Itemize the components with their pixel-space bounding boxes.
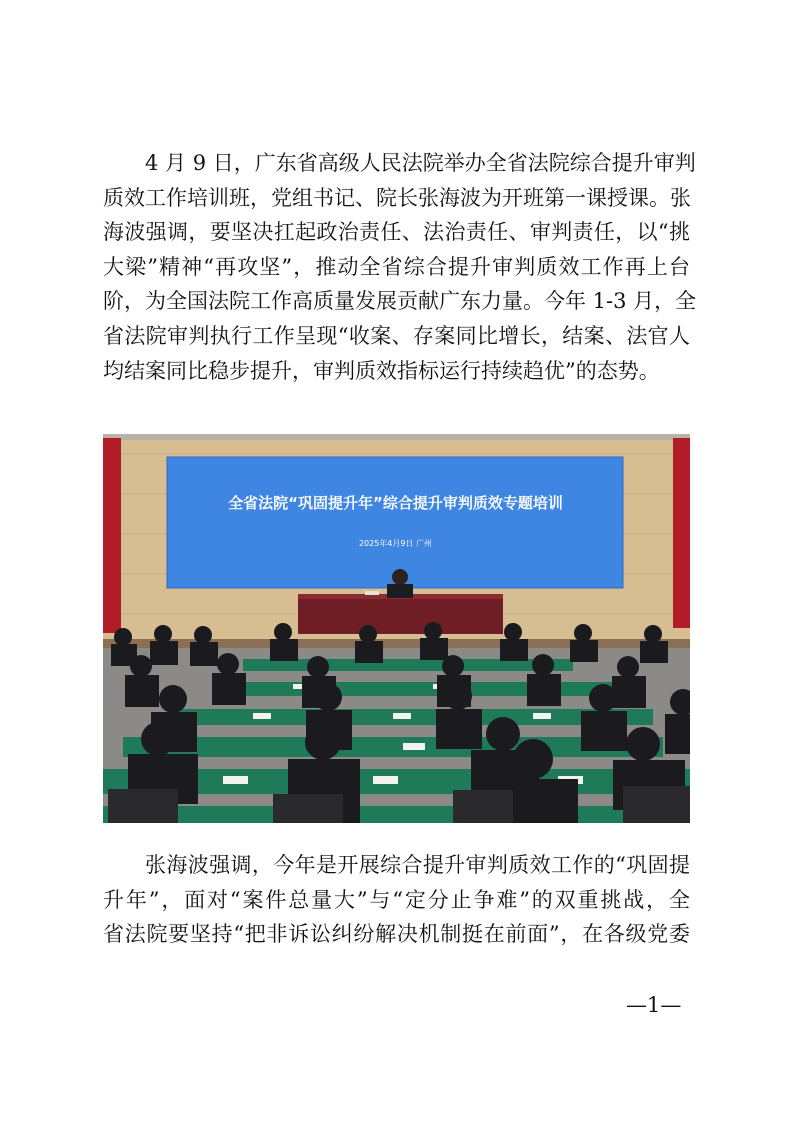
meeting-photo — [103, 434, 690, 823]
paragraph-line: 海波强调，要坚决扛起政治责任、法治责任、审判责任，以“挑 — [103, 220, 690, 245]
screen-title: 全省法院“巩固提升年”综合提升审判质效专题培训 — [228, 494, 563, 512]
paragraph-line: 升年”，面对“案件总量大”与“定分止争难”的双重挑战，全 — [103, 887, 690, 912]
paragraph-line: 质效工作培训班，党组书记、院长张海波为开班第一课授课。张 — [103, 185, 691, 210]
paragraph-line: 省法院审判执行工作呈现“收案、存案同比增长，结案、法官人 — [103, 323, 690, 348]
paragraph-line: 大梁”精神“再攻坚”，推动全省综合提升审判质效工作再上台 — [103, 254, 690, 279]
paragraph-line: 均结案同比稳步提升，审判质效指标运行持续趋优”的态势。 — [103, 358, 660, 383]
page-number: —1— — [626, 993, 682, 1017]
paragraph-line: 阶，为全国法院工作高质量发展贡献广东力量。今年 1-3 月，全 — [103, 289, 697, 314]
paragraph-2 — [103, 848, 690, 952]
paragraph-line: 省法院要坚持“把非诉讼纠纷解决机制挺在前面”，在各级党委 — [103, 922, 690, 947]
paragraph-line: 4 月 9 日，广东省高级人民法院举办全省法院综合提升审判 — [145, 151, 696, 175]
paragraph-1 — [103, 146, 697, 388]
screen-subtitle: 2025年4月9日 广州 — [358, 539, 433, 548]
paragraph-line: 张海波强调，今年是开展综合提升审判质效工作的“巩固提 — [145, 853, 690, 877]
